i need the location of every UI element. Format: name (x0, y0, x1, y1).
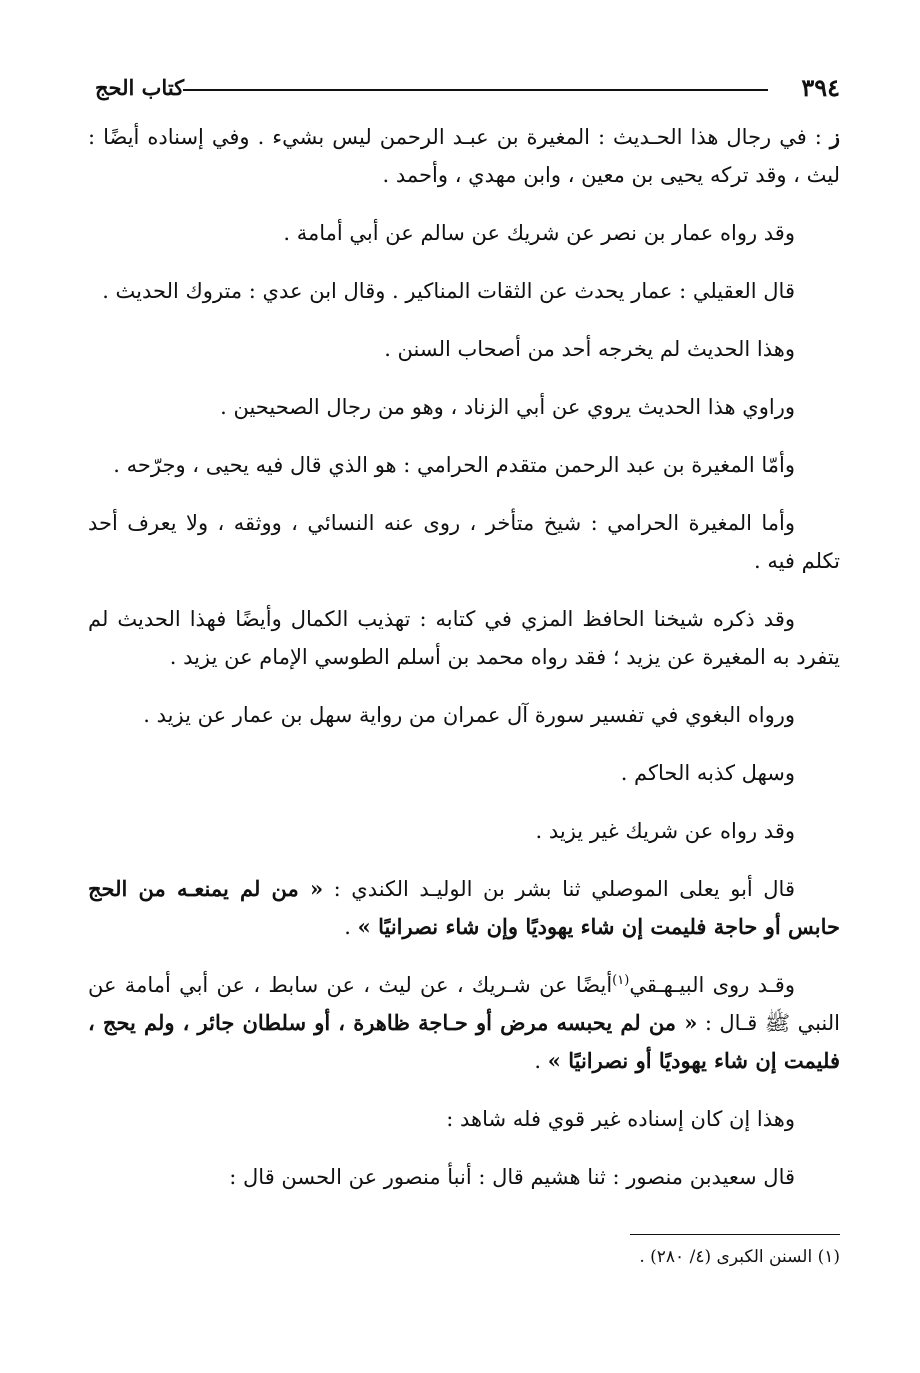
footnote-rule (630, 1234, 840, 1235)
paragraph (88, 754, 840, 792)
paragraph-text: وأما المغيرة الحرامي : شيخ متأخر ، روى عنه النسائي ، ووثقه ، ولا يعرف أحد تكلم فيه . (88, 511, 840, 573)
paragraph-text: وسهل كذبه الحاكم . (620, 761, 795, 785)
paragraph (88, 966, 840, 1080)
paragraph (88, 696, 840, 734)
paragraph-text: وقد ذكره شيخنا الحافظ المزي في كتابه : تهذيب الكمال وأيضًا فهذا الحديث لم يتفرد به المغيرة عن يزيد ؛ فقد رواه محمد بن أسلم الطوسي الإمام عن يزيد . (88, 607, 840, 669)
paragraph (88, 214, 840, 252)
paragraph (88, 330, 840, 368)
paragraph-text: وراوي هذا الحديث يروي عن أبي الزناد ، وهو من رجال الصحيحين . (220, 395, 795, 419)
header-rule (183, 89, 768, 91)
page-header (95, 70, 840, 106)
main-text (88, 118, 840, 1216)
hadith-quote: « من لم يحبسه مرض أو حـاجة ظاهرة ، أو سلطان جائر ، ولم يحج ، فليمت إن شاء يهوديًا أو نصرانيًا » (88, 1010, 840, 1073)
paragraph (88, 272, 840, 310)
paragraph (88, 504, 840, 580)
paragraph-text: وأمّا المغيرة بن عبد الرحمن متقدم الحرامي : هو الذي قال فيه يحيى ، وجرّحه . (113, 453, 795, 477)
paragraph (88, 600, 840, 676)
footnote-reference: (١) (612, 973, 630, 988)
paragraph (88, 1158, 840, 1196)
paragraph-text: وهذا الحديث لم يخرجه أحد من أصحاب السنن . (384, 337, 795, 361)
paragraph-text: . (534, 1049, 548, 1073)
paragraph-text: وقد رواه عمار بن نصر عن شريك عن سالم عن أبي أمامة . (283, 221, 795, 245)
book-title: كتاب الحج (95, 75, 185, 100)
page-number: ٣٩٤ (801, 73, 840, 102)
paragraph (88, 1100, 840, 1138)
paragraph (88, 388, 840, 426)
paragraph-text: ورواه البغوي في تفسير سورة آل عمران من رواية سهل بن عمار عن يزيد . (143, 703, 795, 727)
commentary-marker: ز (829, 124, 840, 149)
paragraph (88, 446, 840, 484)
paragraph-text: قال أبو يعلى الموصلي ثنا بشر بن الوليـد الكندي : (323, 877, 795, 901)
footnote: (١) السنن الكبرى (٤/ ٢٨٠) . (639, 1247, 840, 1267)
paragraph-text: وقـد روى البيـهـقي (629, 973, 795, 997)
paragraph-text: وهذا إن كان إسناده غير قوي فله شاهد : (446, 1107, 795, 1131)
paragraph (88, 118, 840, 194)
paragraph-text: قال العقيلي : عمار يحدث عن الثقات المناكير . وقال ابن عدي : متروك الحديث . (102, 279, 795, 303)
hadith-quote: « من لم يمنعـه من الحج حابس أو حاجة فليمت إن شاء يهوديًا وإن شاء نصرانيًا » (88, 876, 840, 939)
paragraph-text: قال سعيدبن منصور : ثنا هشيم قال : أنبأ منصور عن الحسن قال : (229, 1165, 795, 1189)
paragraph-text: أيضًا عن شـريك ، عن ليث ، عن سابط ، عن أبي أمامة عن النبي ﷺ قـال : (88, 973, 840, 1035)
paragraph-text: وقد رواه عن شريك غير يزيد . (535, 819, 795, 843)
paragraph-text: . (344, 915, 358, 939)
paragraph (88, 870, 840, 946)
paragraph (88, 812, 840, 850)
paragraph-text: : في رجال هذا الحـديث : المغيرة بن عبـد الرحمن ليس بشيء . وفي إسناده أيضًا : ليث ، وقد تركه يحيى بن معين ، وابن مهدي ، وأحمد . (88, 125, 840, 187)
